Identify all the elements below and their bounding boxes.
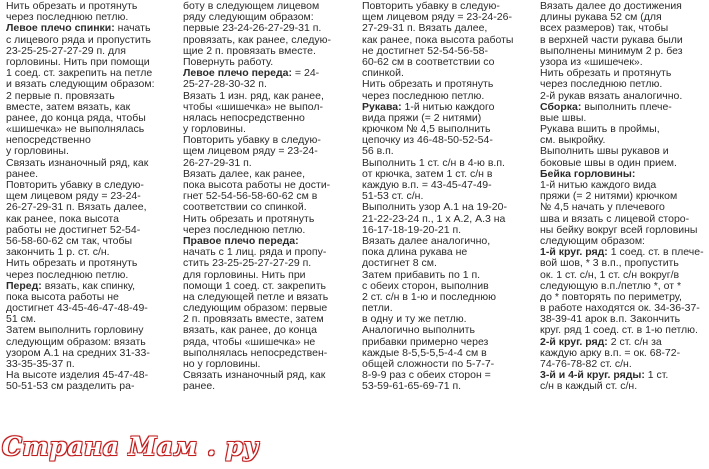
line-text: пока длина рукава не xyxy=(362,246,468,259)
line-text: 56-58-60-62 см так, чтобы xyxy=(6,234,133,247)
line-text: петли. xyxy=(362,302,393,315)
line-text: до * повторять по периметру, xyxy=(540,290,682,303)
line-text: 2 ст. с/н в 1-ю и последнюю xyxy=(362,290,496,303)
line-text: с лицевого ряда и пропустить xyxy=(6,33,152,46)
line-text: Выполнить 1 ст. с/н в 4-ю в.п. xyxy=(362,156,505,169)
line-text: 53-59-61-65-69-71 п. xyxy=(362,380,462,393)
line-text: Вязать 1 изн. ряд, как ранее, xyxy=(183,89,324,102)
line-text: Нить обрезать и протянуть xyxy=(6,257,138,270)
line-text: 56 в.п. xyxy=(362,145,394,158)
line-text: 23-25-25-27-27-29 п. для xyxy=(6,44,126,57)
line-text: ок. 1 ст. с/н, 1 ст. с/н вокруг/в xyxy=(540,268,680,281)
line-text: 1 ст. xyxy=(644,369,669,382)
line-text: вязать, как ранее, до конца xyxy=(183,324,317,337)
line-text: 21-22-23-24 п., 1 х А.2, А.3 на xyxy=(362,212,506,225)
line-text: первые 23-24-26-27-29-31 п. xyxy=(183,22,322,35)
text-column-4 xyxy=(540,1,706,393)
line-text: Связать изнаночный ряд, как xyxy=(6,156,149,169)
line-text: 27-29-31 п. Вязать далее, xyxy=(362,22,488,35)
line-text: через последнюю петлю. xyxy=(6,268,129,281)
line-text: следующим образом: вязать xyxy=(6,335,146,348)
line-text: Связать изнаночный ряд, как xyxy=(183,369,326,382)
line-text: 1-й нитью каждого xyxy=(401,100,495,113)
line-text: от крючка, затем 1 ст. с/н в xyxy=(362,167,493,180)
line-text: щем лицевом ряду = 23-24-26- xyxy=(362,11,512,24)
line-text: крючком № 4,5 выполнить xyxy=(362,123,491,136)
line-text: провязать, как ранее, следую- xyxy=(183,33,331,46)
line-text: 1 соед. ст. в плече- xyxy=(607,246,704,259)
line-text: На высоте изделия 45-47-48- xyxy=(6,369,149,382)
line-text: ранее. xyxy=(183,380,216,393)
line-text: Вязать далее аналогично, xyxy=(362,234,491,247)
line-text: как ранее, пока высота работы xyxy=(362,33,514,46)
line-text: 1 соед. ст. закрепить на петле xyxy=(6,67,153,80)
line-text: следующую в.п./петлю *, от * xyxy=(540,279,682,292)
line-text: Нить обрезать и протянуть xyxy=(540,67,672,80)
line-text: ряда, чтобы «шишечка» не xyxy=(183,335,316,348)
line-text: Повторить убавку в следую- xyxy=(6,179,144,191)
line-text: горловины. Нить при помощи xyxy=(6,55,150,68)
line-text: вые швы. xyxy=(540,111,587,124)
line-text: спинкой. xyxy=(362,67,404,80)
line-text: для горловины. Нить при xyxy=(183,268,306,281)
line-text: 2 ст. с/н за xyxy=(607,335,662,348)
line-text: всех размеров) так, чтобы xyxy=(540,22,669,35)
line-text: не достигнет 52-54-56-58- xyxy=(362,44,488,57)
line-text: выполнить плече- xyxy=(581,100,672,113)
line-text: Выполнить узор А.1 на 19-20- xyxy=(362,201,507,214)
line-text: Нить обрезать и протянуть xyxy=(362,78,494,91)
line-text: но у горловины. xyxy=(183,358,261,370)
line-text: Вязать далее, как ранее, xyxy=(183,167,306,180)
line-text: нялась непосредственно xyxy=(183,111,305,124)
line-text: через последнюю петлю. xyxy=(362,89,485,102)
line-text: 8-9-9 раз с обеих сторон = xyxy=(362,369,491,382)
line-text: непосредственно xyxy=(6,134,91,147)
line-text: ны бейку вокруг всей горловины xyxy=(540,223,698,236)
line-text: у горловины. xyxy=(183,123,246,136)
line-text: Нить обрезать и протянуть xyxy=(183,212,315,225)
line-text: чтобы «шишечка» не выпол- xyxy=(183,100,324,113)
line-text: соответствии со спинкой. xyxy=(183,201,307,214)
line-text: каждые 8-5,5-5,5-4-4 см в xyxy=(362,346,487,359)
section-heading: 2-й круг. ряд: xyxy=(540,335,608,348)
line-text: длины рукава 52 см (для xyxy=(540,11,662,24)
line-text: вместе, затем вязать, как xyxy=(6,100,131,113)
line-text: = 24- xyxy=(292,67,320,80)
line-text: закончить 1 р. ст. с/н. xyxy=(6,246,110,259)
line-text: «шишечка» не выполнялась xyxy=(6,123,145,136)
line-text: на следующей петле и вязать xyxy=(183,290,329,303)
line-text: общей сложности по 5-7-7- xyxy=(362,358,495,370)
line-text: вой шов, * 3 в.п., пропустить xyxy=(540,257,679,270)
line-text: 50-51-53 см разделить ра- xyxy=(6,380,135,393)
line-text: вида пряжи (= 2 нитями) xyxy=(362,111,482,124)
line-text: пока высота работы не xyxy=(6,290,119,303)
section-heading: Правое плечо переда: xyxy=(183,234,299,247)
section-heading: 1-й круг. ряд: xyxy=(540,246,608,259)
line-text: шва и вязать с лицевой сторо- xyxy=(540,212,690,225)
line-text: стить 23-25-25-27-27-29 п. xyxy=(183,257,312,270)
line-text: 26-27-29-31 п. Вязать далее, xyxy=(6,201,147,214)
line-text: следующим образом: xyxy=(540,234,645,247)
line-text: цепочку из 46-48-50-52-54- xyxy=(362,134,493,147)
line-text: 51 см. xyxy=(6,313,36,326)
section-heading: Рукава: xyxy=(362,100,402,113)
line-text: у горловины. xyxy=(6,145,69,158)
line-text: достигнет 43-45-46-47-48-49- xyxy=(6,302,148,315)
line-text: и вязать следующим образом: xyxy=(6,78,155,91)
line-text: с/н в каждый ст. с/н. xyxy=(540,380,638,393)
line-text: ранее, до конца ряда, чтобы xyxy=(6,111,146,124)
section-heading: Перед: xyxy=(6,279,42,292)
section-heading: Левое плечо переда: xyxy=(183,67,293,80)
line-text: щие 2 п. провязать вместе. xyxy=(183,44,316,57)
line-text: № 4,5 начать у плечевого xyxy=(540,201,665,214)
section-heading: 3-й и 4-й круг. ряды: xyxy=(540,369,645,382)
line-text: 2 первые п. провязать xyxy=(6,89,115,102)
line-text: 74-76-78-82 ст. с/н. xyxy=(540,358,632,370)
line-text: начать xyxy=(114,22,151,35)
line-text: вязать, как спинку, xyxy=(41,279,136,292)
text-column-2 xyxy=(183,1,355,393)
line-text: гнет 52-54-56-58-60-62 см в xyxy=(183,190,318,203)
line-text: узором А.1 на средних 31-33- xyxy=(6,346,150,359)
line-text: щем лицевом ряду = 23-24- xyxy=(6,190,141,203)
line-text: 38-39-41 арок в.п. Закончить xyxy=(540,313,681,326)
line-text: выполнялась непосредствен- xyxy=(183,346,328,359)
line-text: Затем выполнить горловину xyxy=(6,324,144,337)
line-text: Нить обрезать и протянуть xyxy=(6,1,138,12)
text-column-1 xyxy=(6,1,178,393)
line-text: 2-й рукав вязать аналогично. xyxy=(540,89,683,102)
line-text: помощи 1 соед. ст. закрепить xyxy=(183,279,327,292)
line-text: Повернуть работу. xyxy=(183,55,274,68)
line-text: Аналогично выполнить xyxy=(362,324,475,337)
line-text: 51-53 ст. с/н. xyxy=(362,190,424,203)
line-text: Повторить убавку в следую- xyxy=(183,134,321,147)
text-line xyxy=(540,381,706,392)
text-line xyxy=(183,381,355,392)
line-text: в одну и ту же петлю. xyxy=(362,313,467,326)
line-text: 1-й нитью каждого вида xyxy=(540,179,657,191)
line-text: круг. ряд 1 соед. ст. в 1-ю петлю. xyxy=(540,324,698,337)
line-text: в работе находятся ок. 34-36-37- xyxy=(540,302,700,315)
line-text: 16-17-18-19-20-21 п. xyxy=(362,223,462,236)
section-heading: Бейка горловины: xyxy=(540,167,636,180)
line-text: через последнюю петлю. xyxy=(6,11,129,24)
line-text: каждую в.п. = 43-45-47-49- xyxy=(362,179,492,191)
line-text: работы не достигнет 52-54- xyxy=(6,223,141,236)
line-text: Затем прибавить по 1 п. xyxy=(362,268,481,281)
line-text: 33-35-35-37 п. xyxy=(6,358,75,370)
line-text: каждую арку в.п. = ок. 68-72- xyxy=(540,346,681,359)
line-text: 25-27-28-30-32 п. xyxy=(183,78,267,91)
line-text: следующим образом: первые xyxy=(183,302,328,315)
line-text: Вязать далее до достижения xyxy=(540,1,682,12)
text-column-3 xyxy=(362,1,534,393)
line-text: боковые швы в один прием. xyxy=(540,156,677,169)
line-text: ранее. xyxy=(6,167,39,180)
text-line xyxy=(6,381,178,392)
line-text: начать с 1 лиц. ряда и пропу- xyxy=(183,246,327,259)
line-text: 60-62 см в соответствии со xyxy=(362,55,495,68)
line-text: прибавки примерно через xyxy=(362,335,489,348)
section-heading: Сборка: xyxy=(540,100,582,113)
line-text: через последнюю петлю. xyxy=(540,78,663,91)
line-text: 26-27-29-31 п. xyxy=(183,156,252,169)
line-text: 2 п. провязать вместе, затем xyxy=(183,313,324,326)
line-text: достигнет 8 см. xyxy=(362,257,437,270)
line-text: пряжи (= 2 нитями) крючком xyxy=(540,190,678,203)
line-text: узора из «шишечек». xyxy=(540,55,643,68)
line-text: щем лицевом ряду = 23-24- xyxy=(183,145,318,158)
line-text: через последнюю петлю. xyxy=(183,223,306,236)
text-line xyxy=(362,381,534,392)
line-text: боту в следующем лицевом xyxy=(183,1,320,12)
line-text: выполнены минимум 2 р. без xyxy=(540,44,683,57)
line-text: ряду следующим образом: xyxy=(183,11,314,24)
line-text: пока высота работы не дости- xyxy=(183,179,331,191)
site-watermark-logo: Страна Мам . ру xyxy=(2,432,259,461)
section-heading: Левое плечо спинки: xyxy=(6,22,115,35)
line-text: Повторить убавку в следую- xyxy=(362,1,500,12)
line-text: как ранее, пока высота xyxy=(6,212,119,225)
line-text: см. выкройку. xyxy=(540,134,606,147)
line-text: Рукава вшить в проймы, xyxy=(540,123,660,136)
line-text: Выполнить швы рукавов и xyxy=(540,145,669,158)
line-text: в верхней части рукава были xyxy=(540,33,683,46)
line-text: с обеих сторон, выполнив xyxy=(362,279,489,292)
